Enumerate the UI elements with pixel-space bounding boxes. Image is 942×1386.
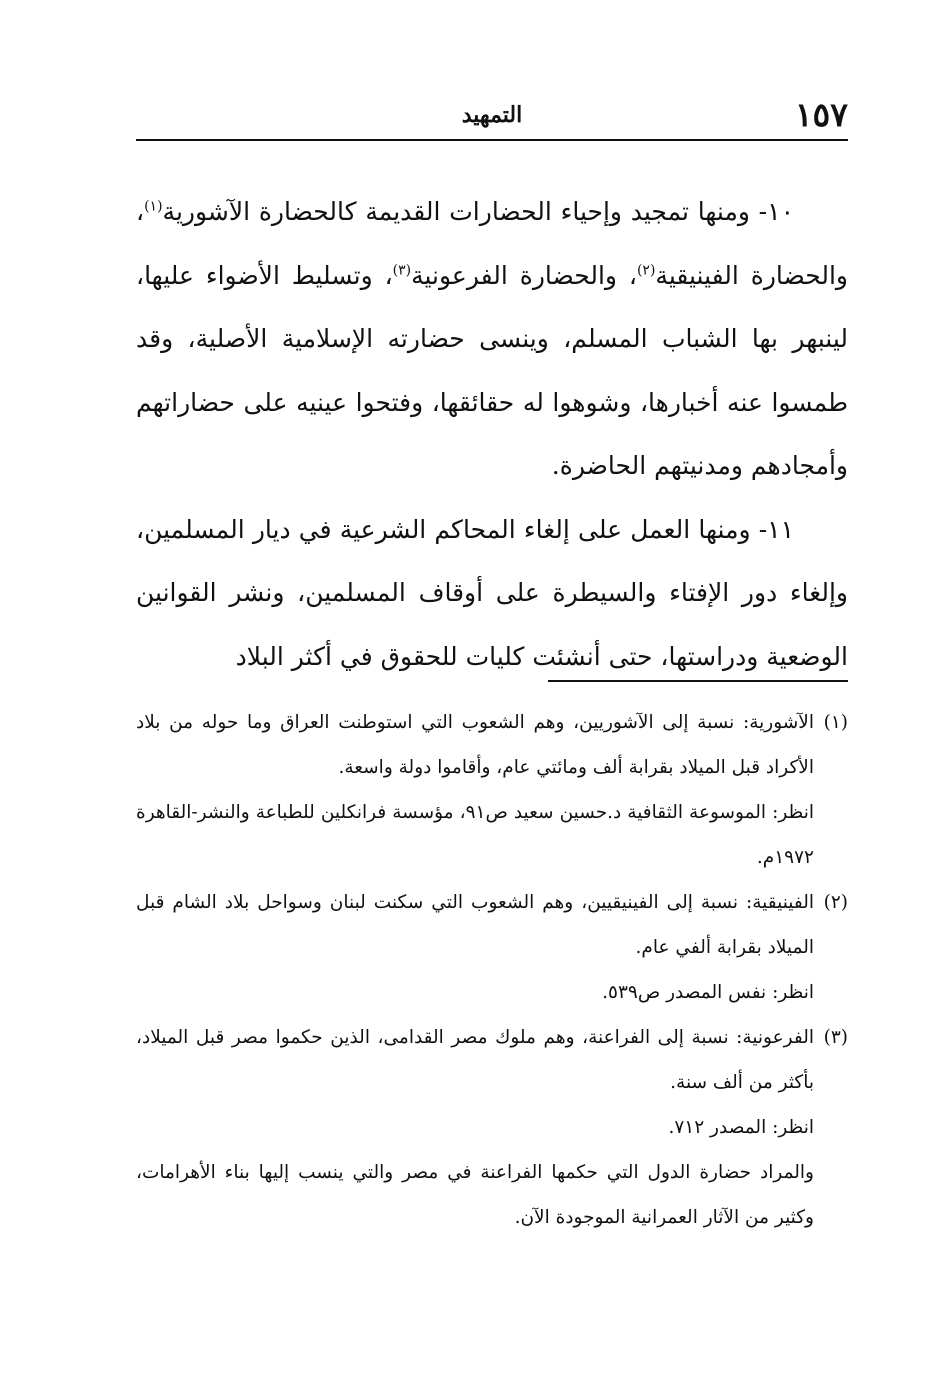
paragraph-10-part-4: ، وتسليط الأضواء عليها، لينبهر بها الشباب المسلم، وينسى حضارته الإسلامية الأصلية، وقد طمسوا عنه أخبارها، وشوهوا له حقائقها، وفتحوا عينيه على حضاراتهم وأمجادهم ومدنيتهم الحاضرة.: [136, 260, 848, 480]
running-title: التمهيد: [461, 102, 523, 128]
footnote-2: [136, 880, 848, 1015]
footnote-ref-1: (١): [144, 198, 163, 215]
footnote-mark: (٣): [823, 1027, 848, 1048]
footnote-rule: [548, 680, 848, 682]
page-number: ١٥٧: [794, 95, 848, 134]
footnote-text: الفرعونية: نسبة إلى الفراعنة، وهم ملوك مصر القدامى، الذين حكموا مصر قبل الميلاد، بأكثر من ألف سنة.: [136, 1027, 814, 1093]
footnote-mark: (٢): [823, 892, 848, 913]
footnote-source: انظر: المصدر ٧١٢.: [668, 1117, 814, 1138]
page-header: [136, 92, 848, 138]
footnote-mark: (١): [823, 712, 848, 733]
paragraph-10-part-1: ١٠- ومنها تمجيد وإحياء الحضارات القديمة كالحضارة الآشورية: [162, 197, 794, 226]
footnote-extra: والمراد حضارة الدول التي حكمها الفراعنة في مصر والتي ينسب إليها بناء الأهرامات، وكثير من الآثار العمرانية الموجودة الآن.: [136, 1162, 814, 1228]
footnote-ref-2: (٢): [636, 262, 656, 279]
paragraph-10: [136, 180, 848, 498]
footnotes: [136, 700, 848, 1240]
footnote-ref-3: (٣): [392, 262, 412, 279]
paragraph-11: ١١- ومنها العمل على إلغاء المحاكم الشرعية في ديار المسلمين، وإلغاء دور الإفتاء والسيطرة على أوقاف المسلمين، ونشر القوانين الوضعية ودراستها، حتى أنشئت كليات للحقوق في أكثر البلاد: [136, 514, 848, 671]
footnote-text: الآشورية: نسبة إلى الآشوريين، وهم الشعوب التي استوطنت العراق وما حوله من بلاد الأكراد قبل الميلاد بقرابة ألف ومائتي عام، وأقاموا دولة واسعة.: [136, 712, 814, 778]
header-rule: [136, 139, 848, 141]
main-text: [136, 180, 848, 688]
footnote-3: [136, 1015, 848, 1240]
footnote-text: الفينيقية: نسبة إلى الفينيقيين، وهم الشعوب التي سكنت لبنان وسواحل بلاد الشام قبل الميلاد بقرابة ألفي عام.: [136, 892, 814, 958]
footnote-source: انظر: نفس المصدر ص٥٣٩.: [602, 982, 814, 1003]
footnote-1: [136, 700, 848, 880]
paragraph-10-part-2: ، والحضارة الفينيقية: [136, 197, 848, 290]
footnote-source: انظر: الموسوعة الثقافية د.حسين سعيد ص٩١، مؤسسة فرانكلين للطباعة والنشر-القاهرة ١٩٧٢م.: [136, 802, 814, 868]
paragraph-10-part-3: ، والحضارة الفرعونية: [411, 260, 637, 290]
